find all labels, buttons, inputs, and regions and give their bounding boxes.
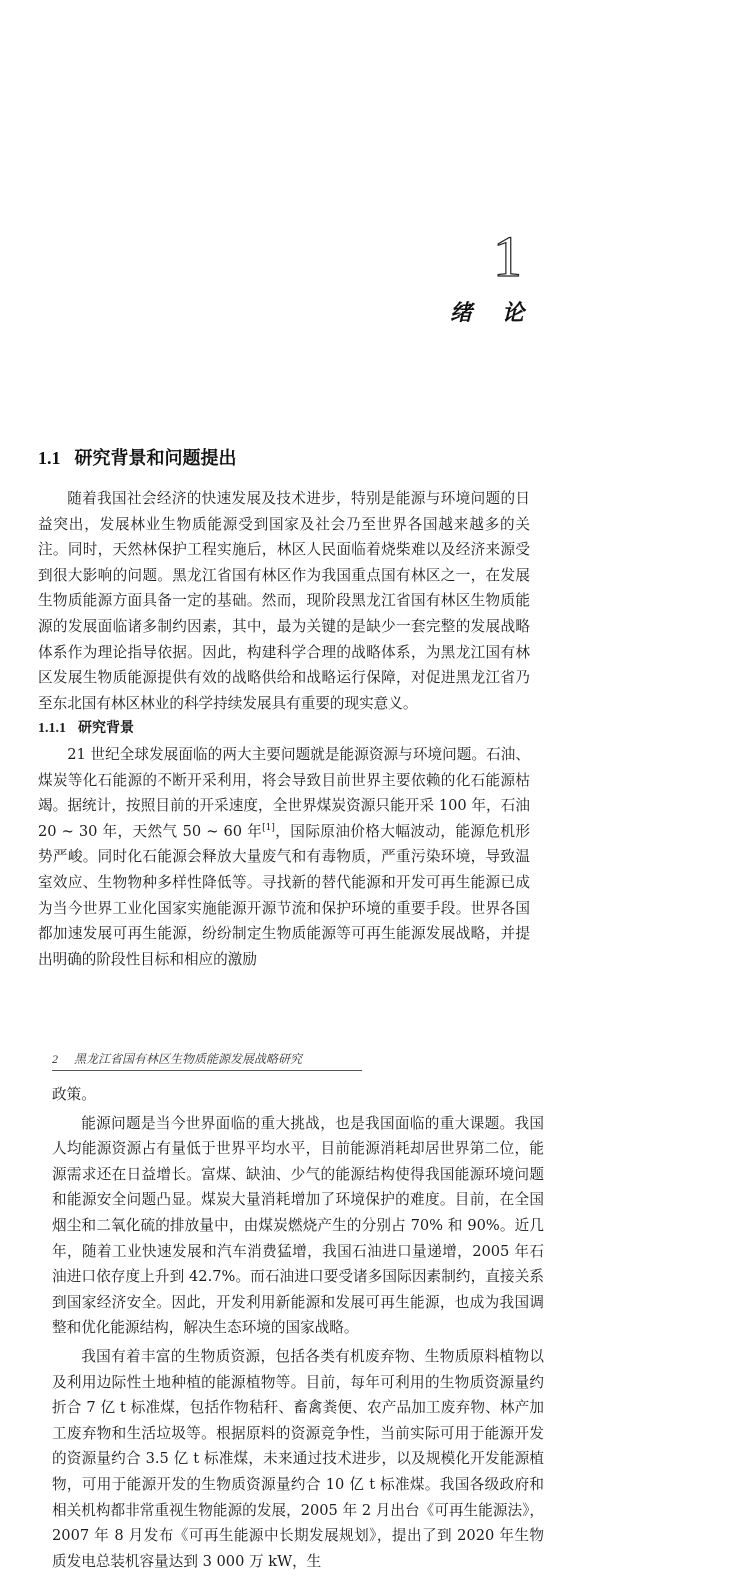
- subsection-number: 1.1.1: [38, 721, 66, 737]
- background-text-1: 21 世纪全球发展面临的两大主要问题就是能源资源与环境问题。石油、煤炭等化石能源的不断开采利用，将会导致目前世界主要依赖的化石能源枯竭。据统计，按照目前的开采速度，全世界煤炭资源只能开采 100 年，石油 20 ~ 30 年，天然气 50 ~ 60 年: [38, 745, 530, 840]
- book-title: 黑龙江省国有林区生物质能源发展战略研究: [74, 1052, 303, 1066]
- biomass-resource-paragraph: 我国有着丰富的生物质资源，包括各类有机废弃物、生物质原料植物以及利用边际性土地种植的能源植物等。目前，每年可利用的生物质资源量约折合 7 亿 t 标准煤，包括作物秸秆、畜禽粪便、农产品加工废弃物、林产加工废弃物和生活垃圾等。根据原料的资源竞争性，当前实际可用于能源开发的资源量约合 3.5 亿 t 标准煤，未来通过技术进步，以及规模化开发能源植物，可用于能源开发的生物质资源量约合 10 亿 t 标准煤。我国各级政府和相关机构都非常重视生物能源的发展，2005 年 2 月出台《可再生能源法》，2007 年 8 月发布《可再生能源中长期发展规划》，提出了到 2020 年生物质发电总装机容量达到 3 000 万 kW，生: [52, 1347, 544, 1570]
- page1-body: [38, 486, 530, 972]
- section-heading: [38, 444, 237, 470]
- chapter-title: 绪论: [449, 301, 554, 326]
- chapter-number: 1: [493, 224, 522, 289]
- page-number: 2: [52, 1052, 58, 1066]
- energy-problem-paragraph: 能源问题是当今世界面临的重大挑战，也是我国面临的重大课题。我国人均能源资源占有量低于世界平均水平，目前能源消耗却居世界第二位，能源需求还在日益增长。富煤、缺油、少气的能源结构使得我国能源环境问题和能源安全问题凸显。煤炭大量消耗增加了环境保护的难度。目前，在全国烟尘和二氧化硫的排放量中，由煤炭燃烧产生的分别占 70% 和 90%。近几年，随着工业快速发展和汽车消费猛增，我国石油进口量递增，2005 年石油进口依存度上升到 42.7%。而石油进口要受诸多国际因素制约，直接关系到国家经济安全。因此，开发利用新能源和发展可再生能源，也成为我国调整和优化能源结构，解决生态环境的国家战略。: [52, 1114, 544, 1337]
- intro-paragraph: 随着我国社会经济的快速发展及技术进步，特别是能源与环境问题的日益突出，发展林业生物质能源受到国家及社会乃至世界各国越来越多的关注。同时，天然林保护工程实施后，林区人民面临着烧柴难以及经济来源受到很大影响的问题。黑龙江省国有林区作为我国重点国有林区之一，在发展生物质能源方面具备一定的基础。然而，现阶段黑龙江省国有林区生物质能源的发展面临诸多制约因素，其中，最为关键的是缺少一套完整的发展战略体系作为理论指导依据。因此，构建科学合理的战略体系，为黑龙江国有林区发展生物质能源提供有效的战略供给和战略运行保障，对促进黑龙江省乃至东北国有林区林业的科学持续发展具有重要的现实意义。: [38, 490, 530, 712]
- background-paragraph: [38, 742, 530, 972]
- subsection-heading: [38, 716, 530, 742]
- background-text-2: ，国际原油价格大幅波动，能源危机形势严峻。同时化石能源会释放大量废气和有毒物质，严重污染环境，导致温室效应、生物物种多样性降低等。寻找新的替代能源和开发可再生能源已成为当今世界工业化国家实施能源开源节流和保护环境的重要手段。世界各国都加速发展可再生能源，纷纷制定生物质能源等可再生能源发展战略，并提出明确的阶段性目标和相应的激励: [38, 822, 530, 968]
- citation-ref: [1]: [262, 822, 275, 833]
- running-header: [52, 1050, 362, 1071]
- section-title: 研究背景和问题提出: [74, 448, 237, 469]
- subsection-title: 研究背景: [78, 720, 134, 737]
- page2-body: [52, 1082, 544, 1577]
- section-number: 1.1: [38, 448, 61, 468]
- continuation-text: 政策。: [52, 1086, 96, 1103]
